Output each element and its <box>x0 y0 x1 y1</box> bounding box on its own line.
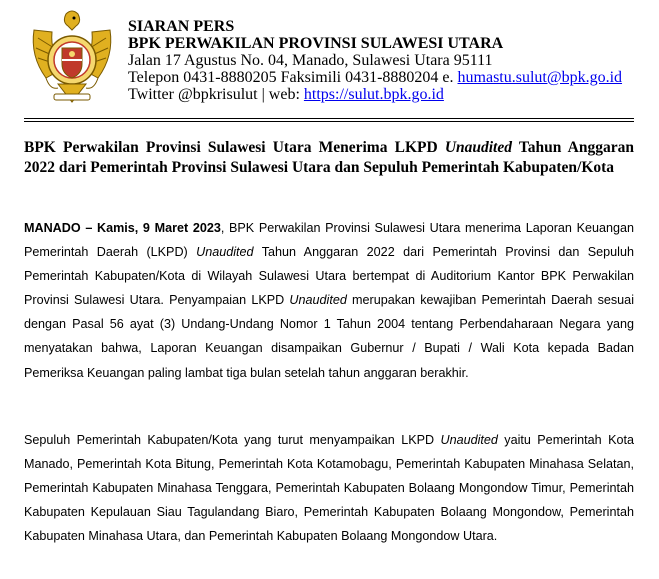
email-link[interactable]: humastu.sulut@bpk.go.id <box>457 69 623 86</box>
p1-italic-2: Unaudited <box>289 293 347 308</box>
header-divider-secondary <box>24 121 634 122</box>
press-release-label: SIARAN PERS <box>128 18 235 35</box>
letterhead <box>128 18 648 103</box>
body-paragraph-2 <box>24 428 634 548</box>
p2-text-1: Sepuluh Pemerintah Kabupaten/Kota yang turut menyampaikan LKPD <box>24 433 441 447</box>
contact-line <box>128 69 648 86</box>
social-line <box>128 86 648 103</box>
phone-fax-text: Telepon 0431-8880205 Faksimili 0431-8880204 e. <box>128 69 458 86</box>
title-italic: Unaudited <box>444 139 512 156</box>
twitter-text: Twitter @bpkrisulut | web: <box>128 86 304 103</box>
p1-text-1: , BPK Perwakilan Provinsi Sulawesi Utara menerima Laporan Keuangan Pemerintah Daerah (LKPD) <box>24 221 635 260</box>
bpk-emblem-logo <box>24 8 120 108</box>
p1-text-3: merupakan kewajiban Pemerintah Daerah sesuai dengan Pasal 56 ayat (3) Undang-Undang Nomor 1 Tahun 2004 tentang Perbendaharaan Negara yang menyatakan bahwa, Laporan Keuangan disampaikan Gubernur / Bupati / Wali Kota kepada Badan Pemeriksa Keuangan paling lambat tiga bulan setelah tahun anggaran berakhir. <box>24 293 634 380</box>
p1-text-2: Tahun Anggaran 2022 dari Pemerintah Provinsi dan Sepuluh Pemerintah Kabupaten/Kota di Wilayah Sulawesi Utara bertempat di Auditorium Kantor BPK Perwakilan Provinsi Sulawesi Utara. Penyampaian LKPD <box>24 245 634 308</box>
office-address: Jalan 17 Agustus No. 04, Manado, Sulawesi Utara 95111 <box>128 52 493 69</box>
body-paragraph-1 <box>24 216 634 385</box>
p2-italic-1: Unaudited <box>440 433 498 447</box>
website-link[interactable]: https://sulut.bpk.go.id <box>303 86 444 103</box>
p2-text-2: yaitu Pemerintah Kota Manado, Pemerintah Kota Bitung, Pemerintah Kota Kotamobagu, Pemerintah Kabupaten Minahasa Selatan, Pemerintah Kabupaten Minahasa Tenggara, Pemerintah Kabupaten Bolaang Mongondow Timur, Pemerintah Kabupaten Kepulauan Siau Tagulandang Biaro, Pemerintah Kabupaten Bolaang Mongondow, Pemerintah Kabupaten Minahasa Utara, dan Pemerintah Kabupaten Bolaang Mongondow Utara. <box>24 433 634 544</box>
header-divider <box>24 118 634 119</box>
p1-italic-1: Unaudited <box>196 245 254 260</box>
title-text-1: BPK Perwakilan Provinsi Sulawesi Utara Menerima LKPD <box>24 139 445 156</box>
title-text-2: Tahun Anggaran 2022 dari Pemerintah Provinsi Sulawesi Utara dan Sepuluh Pemerintah Kabupaten/Kota <box>24 139 634 176</box>
dateline: MANADO – Kamis, 9 Maret 2023 <box>24 221 221 235</box>
office-name: BPK PERWAKILAN PROVINSI SULAWESI UTARA <box>128 35 504 52</box>
press-release-title <box>24 138 634 178</box>
